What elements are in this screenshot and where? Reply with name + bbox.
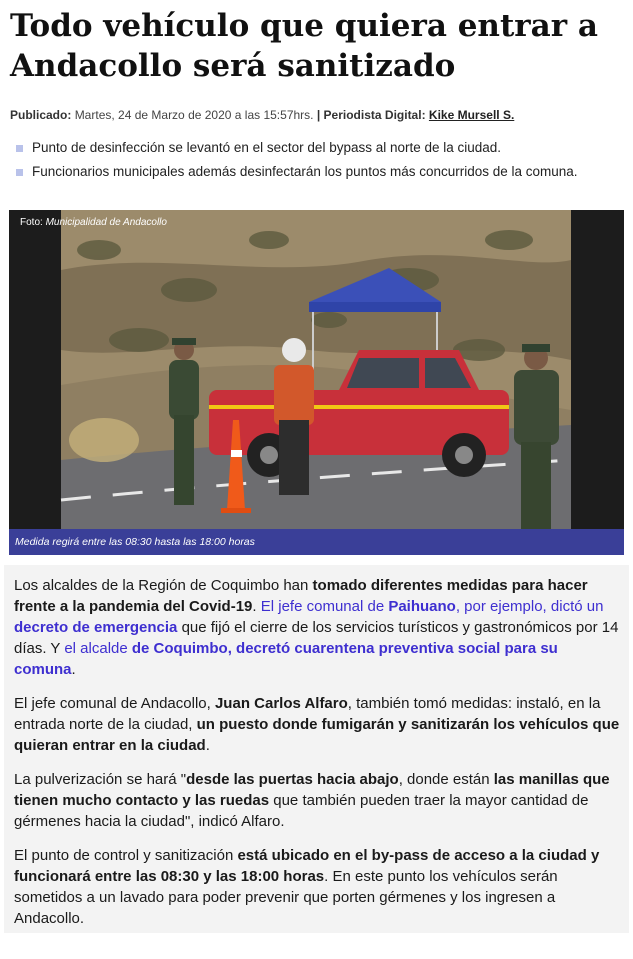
text-run: Los alcaldes de la Región de Coquimbo han: [14, 577, 313, 594]
published-label: Publicado:: [10, 108, 72, 122]
link-text: el alcalde: [64, 640, 132, 657]
link-bold-text: de Coquimbo, decretó cuarentena preventiva social para su comuna: [14, 640, 558, 678]
article-body: [4, 565, 629, 933]
photo-credit-name: Municipalidad de Andacollo: [45, 217, 167, 228]
published-date: Martes, 24 de Marzo de 2020 a las 15:57hrs.: [74, 108, 314, 122]
coquimbo-link[interactable]: [14, 640, 558, 678]
photo-illustration: [9, 210, 624, 555]
summary-item: [16, 160, 633, 184]
text-run: El punto de control y sanitización: [14, 847, 238, 864]
text-run: El jefe comunal de Andacollo,: [14, 695, 215, 712]
text-run: .: [252, 598, 261, 615]
paragraph: [14, 575, 621, 680]
text-run: que también pueden traer la mayor cantidad de gérmenes hacia la ciudad", indicó Alfaro.: [14, 792, 589, 830]
link-bold-text: decreto de emergencia: [14, 619, 178, 636]
paragraph: [14, 845, 621, 929]
text-run: que fijó el cierre de los servicios turísticos y gastronómicos por 14 días. Y: [14, 619, 619, 657]
link-text: , por ejemplo, dictó un: [455, 598, 604, 615]
bold-text: las manillas que tienen mucho contacto y las ruedas: [14, 771, 610, 809]
bold-text: Juan Carlos Alfaro: [214, 695, 348, 712]
photo-caption: Medida regirá entre las 08:30 hasta las 18:00 horas: [9, 529, 624, 555]
article-title: Todo vehículo que quiera entrar a Andacollo será sanitizado: [10, 8, 598, 84]
bullet-square-icon: [16, 145, 23, 152]
paragraph: [14, 769, 621, 832]
author-label: Periodista Digital:: [323, 108, 426, 122]
byline: [10, 108, 623, 122]
text-run: . En este punto los vehículos serán sometidos a un lavado para poder prevenir que porten gérmenes y los ingresen a Andacollo.: [14, 868, 558, 927]
text-run: .: [71, 661, 76, 678]
byline-separator: |: [316, 108, 321, 122]
bold-text: un puesto donde fumigarán y sanitizarán los vehículos que quieran entrar en la ciudad: [14, 716, 620, 754]
text-run: .: [205, 737, 210, 754]
photo-credit: [20, 217, 167, 228]
link-bold-text: Paihuano: [388, 598, 456, 615]
bold-text: tomado diferentes medidas para hacer frente a la pandemia del Covid-19: [14, 577, 588, 615]
bold-text: está ubicado en el by-pass de acceso a la ciudad y funcionará entre las 08:30 y las 18:00 horas: [14, 847, 600, 885]
photo-credit-label: Foto:: [20, 217, 43, 228]
bold-text: desde las puertas hacia abajo: [186, 771, 399, 788]
article-photo: [9, 210, 624, 555]
author-link[interactable]: Kike Mursell S.: [428, 108, 515, 122]
paragraph: [14, 693, 621, 756]
summary-list: [0, 136, 633, 184]
text-run: La pulverización se hará ": [14, 771, 187, 788]
summary-text: Punto de desinfección se levantó en el sector del bypass al norte de la ciudad.: [32, 140, 502, 155]
text-run: , donde están: [398, 771, 494, 788]
summary-item: [16, 136, 633, 160]
summary-text: Funcionarios municipales además desinfectarán los puntos más concurridos de la comuna.: [32, 164, 578, 179]
link-text: El jefe comunal de: [260, 598, 389, 615]
bullet-square-icon: [16, 169, 23, 176]
text-run: , también tomó medidas: instaló, en la entrada norte de la ciudad,: [14, 695, 601, 733]
